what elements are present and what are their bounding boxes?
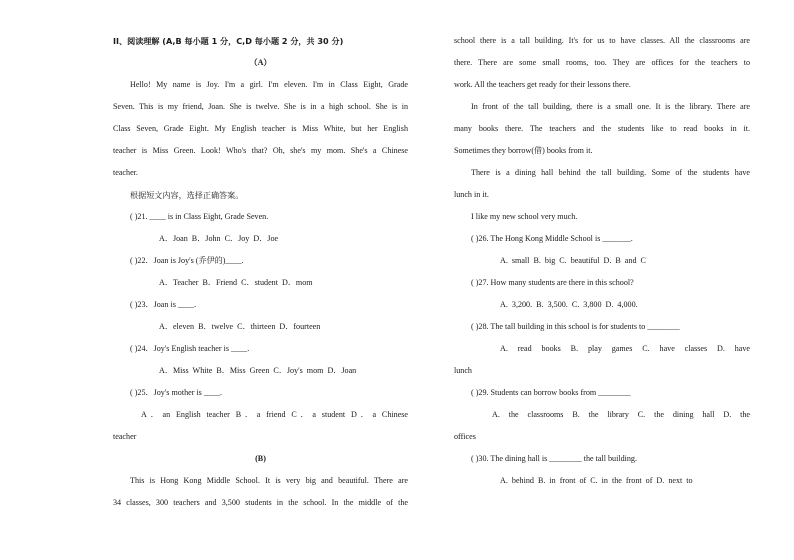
question-stem: ( )29. Students can borrow books from ________	[471, 388, 631, 397]
instruction: 根据短文内容，选择正确答案。	[130, 190, 244, 200]
question-options-continuation: offices	[454, 432, 476, 441]
passage-b-line: there. There are some small rooms, too. They are offices for the teachers to	[454, 58, 750, 67]
question-stem: ( )23．Joan is ____.	[130, 300, 197, 309]
question-options: A．Teacher B．Friend C．student D．mom	[159, 278, 313, 287]
passage-b-line: Sometimes they borrow(借) books from it.	[454, 146, 593, 155]
question-options: A．Joan B．John C．Joy D．Joe	[159, 234, 279, 243]
question-stem: ( )26. The Hong Kong Middle School is _______.	[471, 234, 633, 243]
question-options: A. small B. big C. beautiful D. B and C	[500, 256, 646, 265]
question-options: A．an English teacher B．a friend C．a student D．a Chinese	[141, 410, 408, 419]
question-stem: ( )27. How many students are there in this school?	[471, 278, 634, 287]
passage-a-line: Hello! My name is Joy. I'm a girl. I'm eleven. I'm in Class Eight, Grade	[130, 80, 408, 89]
question-options: A. read books B. play games C. have classes D. have	[500, 344, 750, 353]
section-title: II、阅读理解 (A,B 每小题 1 分，C,D 每小题 2 分，共 30 分)	[113, 36, 344, 46]
left-column	[113, 30, 408, 514]
question-stem: ( )21. ____ is in Class Eight, Grade Seven.	[130, 212, 269, 221]
part-b-heading: (B)	[255, 454, 266, 463]
question-options-continuation: teacher	[113, 432, 137, 441]
question-stem: ( )24．Joy's English teacher is ____.	[130, 344, 250, 353]
passage-a-line: teacher is Miss Green. Look! Who's that? Oh, she's my mom. She's a Chinese	[113, 146, 408, 155]
part-a-heading: （A）	[249, 58, 272, 67]
passage-b-line: 34 classes, 300 teachers and 3,500 students in the school. In the middle of the	[113, 498, 408, 507]
passage-b-line: school there is a tall building. It's for us to have classes. All the classrooms are	[454, 36, 750, 45]
right-column	[454, 30, 750, 492]
passage-b-line: There is a dining hall behind the tall building. Some of the students have	[471, 168, 750, 177]
passage-b-line: lunch in it.	[454, 190, 489, 199]
passage-a-line: teacher.	[113, 168, 138, 177]
passage-b-line: work. All the teachers get ready for their lessons there.	[454, 80, 631, 89]
question-options: A. 3,200. B. 3,500. C. 3,800 D. 4,000.	[500, 300, 638, 309]
question-options: A．Miss White B．Miss Green C．Joy's mom D．Joan	[159, 366, 357, 375]
question-options-continuation: lunch	[454, 366, 472, 375]
question-options: A. behind B. in front of C. in the front of D. next to	[500, 476, 693, 485]
passage-b-line: I like my new school very much.	[471, 212, 578, 221]
passage-b-line: This is Hong Kong Middle School. It is very big and beautiful. There are	[130, 476, 408, 485]
question-stem: ( )25．Joy's mother is ____.	[130, 388, 223, 397]
question-stem: ( )30. The dining hall is ________ the tall building.	[471, 454, 637, 463]
question-stem: ( )22．Joan is Joy's (乔伊的)____.	[130, 256, 244, 265]
passage-b-line: many books there. The teachers and the students like to read books in it.	[454, 124, 750, 133]
passage-a-line: Seven. This is my friend, Joan. She is twelve. She is in a high school. She is in	[113, 102, 408, 111]
passage-b-line: In front of the tall building, there is a small one. It is the library. There are	[471, 102, 750, 111]
question-options: A. the classrooms B. the library C. the dining hall D. the	[492, 410, 750, 419]
passage-a-line: Class Seven, Grade Eight. My English teacher is Miss White, but her English	[113, 124, 408, 133]
question-stem: ( )28. The tall building in this school is for students to ________	[471, 322, 680, 331]
question-options: A．eleven B．twelve C．thirteen D．fourteen	[159, 322, 321, 331]
